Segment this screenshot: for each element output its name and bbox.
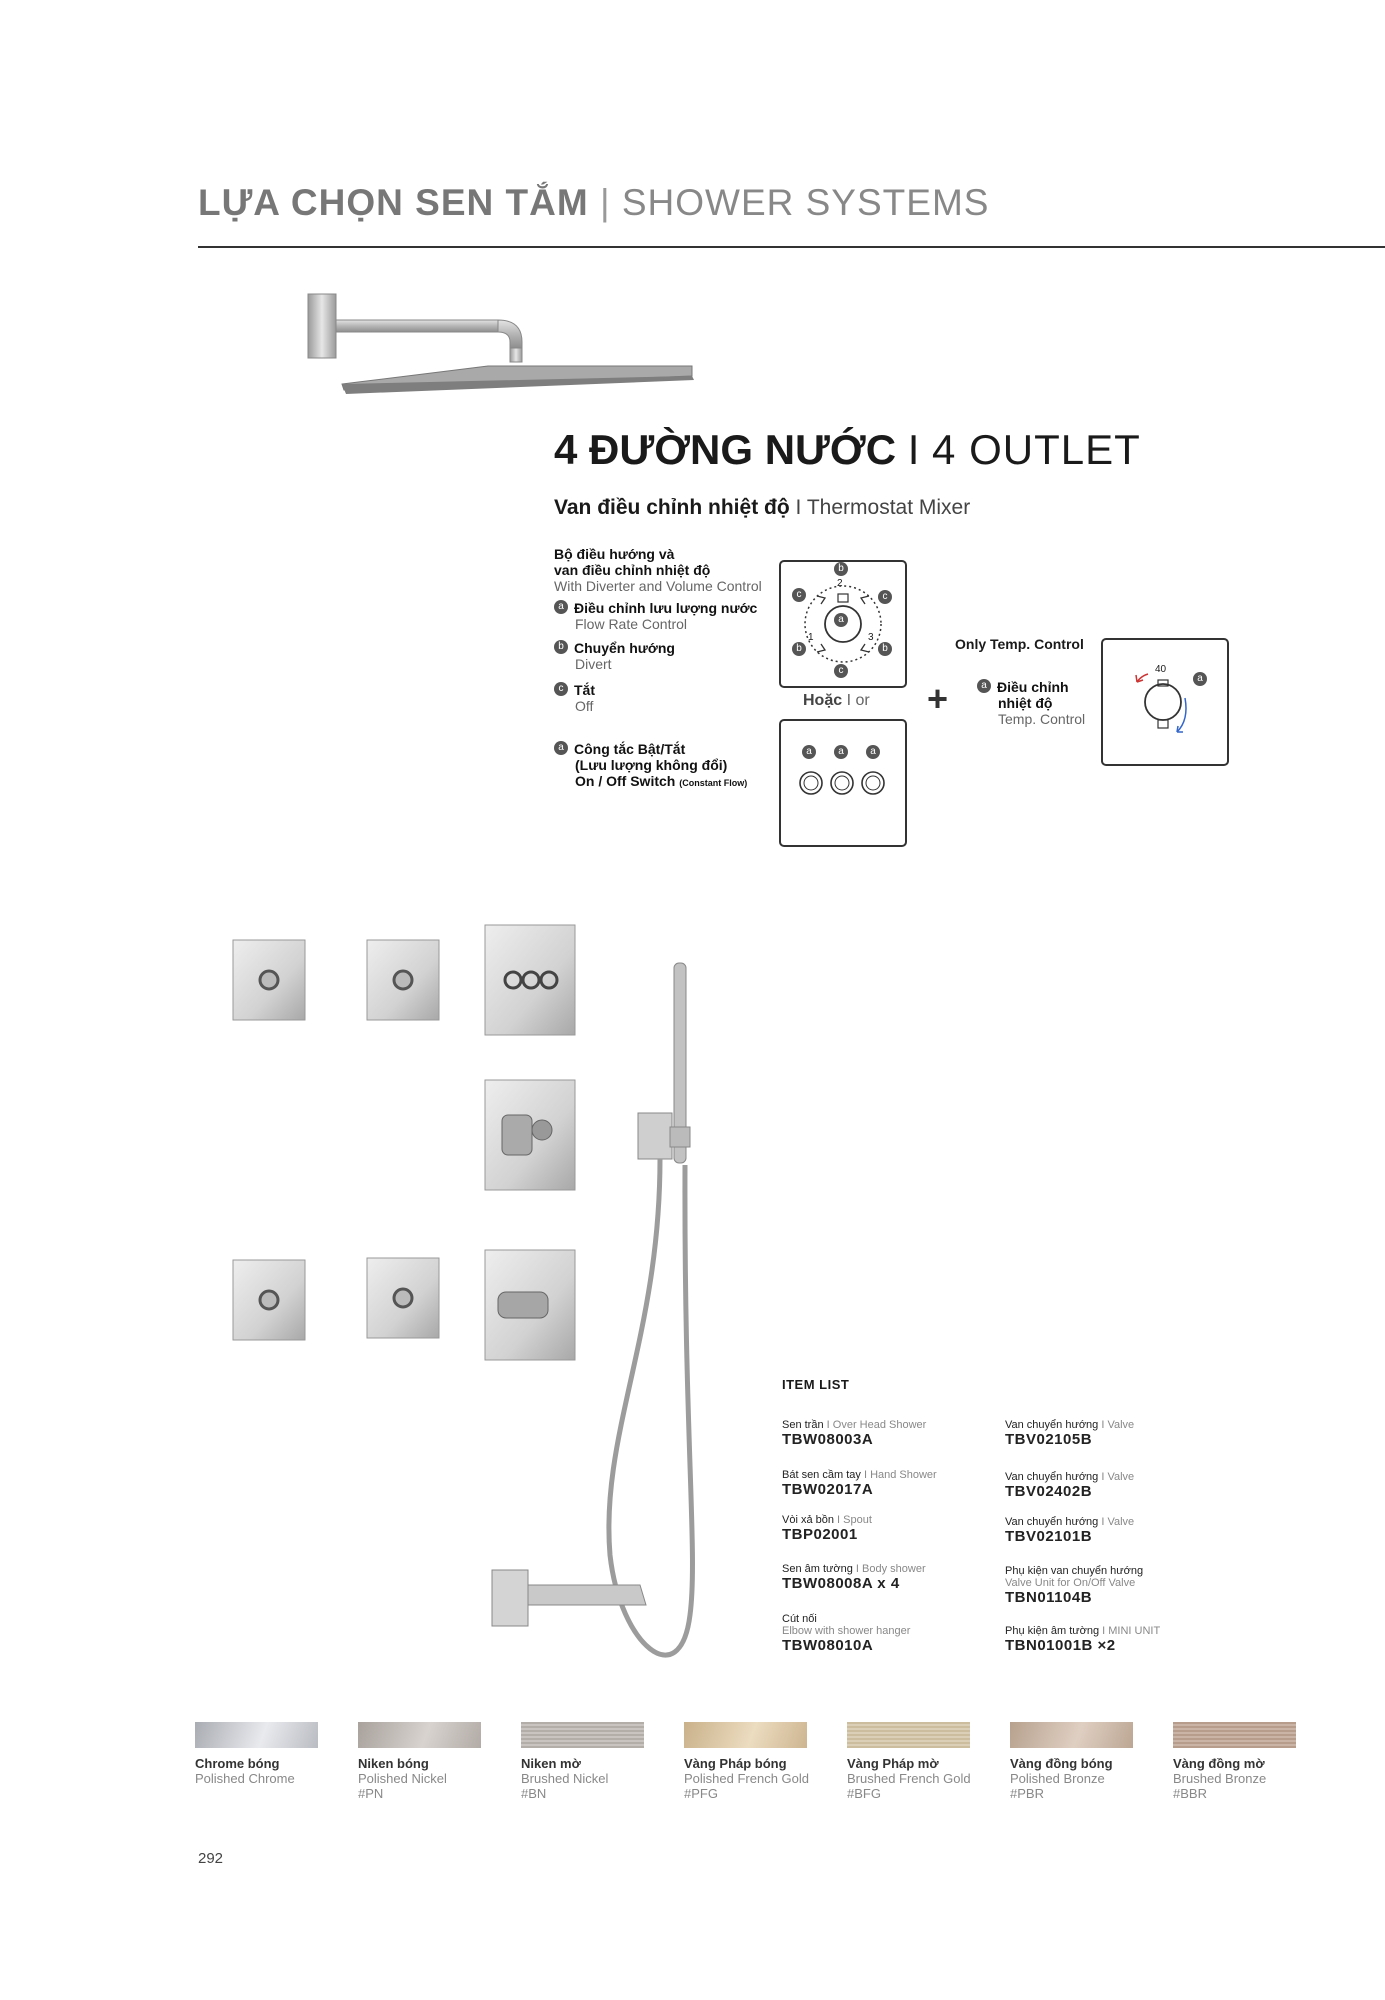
header-divider (198, 246, 1385, 248)
item-code: TBW02017A (782, 1481, 874, 1498)
item-label: Cút nối (782, 1613, 817, 1625)
finish-code: #BFG (847, 1786, 881, 1801)
finish-name-en: Brushed French Gold (847, 1771, 971, 1786)
temp-control-legend (977, 679, 1085, 727)
plus-icon: + (927, 678, 949, 719)
dial-number-3: 3 (868, 632, 874, 643)
item-valve-unit (1005, 1565, 1143, 1606)
dial-badge-a-center: a (834, 613, 848, 627)
dial-badge-c-right: c (878, 590, 892, 604)
finish-french-gold-brushed (847, 1722, 971, 1801)
legend-item-flow (554, 600, 757, 632)
temp-vn-2: nhiệt độ (998, 695, 1053, 711)
finish-chrome-polished (195, 1722, 318, 1786)
legend-badge: c (554, 682, 568, 696)
finish-code: #PFG (684, 1786, 718, 1801)
legend-badge: a (554, 600, 568, 614)
finish-name-en: Brushed Nickel (521, 1771, 609, 1786)
item-mini-unit (1005, 1625, 1160, 1654)
item-valve-1 (1005, 1419, 1134, 1448)
legend-item-vn: Chuyển hướng (574, 640, 675, 656)
page-title (198, 182, 989, 224)
finish-code: #PBR (1010, 1786, 1044, 1801)
temp-badge: a (977, 679, 991, 693)
outlet-title-en: 4 OUTLET (932, 426, 1141, 473)
switch-badge-3: a (866, 745, 880, 759)
finish-swatch (684, 1722, 807, 1748)
item-code: TBN01001B ×2 (1005, 1637, 1116, 1654)
legend-intro (554, 546, 762, 594)
dial-badge-b-top: b (834, 562, 848, 576)
on-off-switch-diagram (781, 721, 905, 845)
legend-item-en: Off (575, 698, 594, 714)
legend-badge: b (554, 640, 568, 654)
finish-swatch (847, 1722, 970, 1748)
temp-knob-diagram (1103, 640, 1227, 764)
item-body-shower (782, 1563, 926, 1592)
item-label: Phụ kiện van chuyển hướng (1005, 1565, 1144, 1577)
item-code: TBW08010A (782, 1637, 874, 1654)
item-label: Vòi xả bồn I Spout (782, 1514, 872, 1526)
mixer-title-en: Thermostat Mixer (806, 496, 971, 519)
temp-control-title: Only Temp. Control (955, 636, 1084, 652)
temp-control-panel (1101, 638, 1229, 766)
item-valve-2 (1005, 1471, 1134, 1500)
mixer-title-separator: I (795, 496, 802, 519)
finish-name: Vàng Pháp mờ (847, 1756, 939, 1771)
item-label: Sen âm tường I Body shower (782, 1563, 926, 1575)
finish-name-en: Polished French Gold (684, 1771, 810, 1786)
outlet-title-vn: 4 ĐƯỜNG NƯỚC (554, 426, 897, 473)
item-code: TBW08008A x 4 (782, 1575, 900, 1592)
dial-badge-b-right: b (878, 642, 892, 656)
finish-swatch (1010, 1722, 1133, 1748)
item-list-title: ITEM LIST (782, 1377, 850, 1392)
page-title-separator: | (599, 182, 611, 223)
dial-badge-c-left: c (792, 588, 806, 602)
finish-bronze-polished (1010, 1722, 1133, 1801)
legend-switch-vn-2: (Lưu lượng không đổi) (575, 757, 728, 773)
item-spout (782, 1514, 872, 1543)
legend-switch-en: On / Off Switch (Constant Flow) (575, 773, 748, 789)
finish-swatch (358, 1722, 481, 1748)
finish-name: Chrome bóng (195, 1756, 280, 1771)
legend-switch-vn-1: Công tắc Bật/Tắt (574, 741, 686, 757)
legend-item-en: Divert (575, 656, 612, 672)
item-label: Bát sen cầm tay I Hand Shower (782, 1469, 937, 1481)
legend-intro-vn-1: Bộ điều hướng và (554, 546, 675, 562)
item-valve-3 (1005, 1516, 1134, 1545)
outlet-title-separator: I (907, 426, 921, 473)
item-code: TBN01104B (1005, 1589, 1093, 1606)
finish-french-gold-polished (684, 1722, 809, 1801)
page-title-en: SHOWER SYSTEMS (621, 182, 990, 223)
legend-item-vn: Điều chỉnh lưu lượng nước (574, 600, 758, 616)
legend-intro-vn-2: van điều chỉnh nhiệt độ (554, 562, 711, 578)
finish-code: #BBR (1173, 1786, 1207, 1801)
switch-badge-2: a (834, 745, 848, 759)
item-code: TBP02001 (782, 1526, 858, 1543)
mixer-title (554, 496, 970, 520)
item-label: Van chuyển hướng I Valve (1005, 1419, 1135, 1431)
item-hand-shower (782, 1469, 937, 1498)
legend-badge: a (554, 741, 568, 755)
finish-name: Niken bóng (358, 1756, 429, 1771)
mixer-title-vn: Van điều chỉnh nhiệt độ (554, 496, 790, 519)
finish-code: #BN (521, 1786, 547, 1801)
legend-intro-en: With Diverter and Volume Control (554, 578, 762, 594)
finish-name: Niken mờ (521, 1756, 581, 1771)
finish-name-en: Polished Chrome (195, 1771, 295, 1786)
finish-name: Vàng đồng bóng (1010, 1756, 1113, 1771)
temp-value: 40 (1155, 664, 1167, 675)
finish-nickel-brushed (521, 1722, 644, 1801)
outlet-title (554, 426, 1141, 474)
page-title-vn: LỰA CHỌN SEN TẮM (198, 182, 589, 223)
dial-badge-c-bottom: c (834, 664, 848, 678)
item-label: Van chuyển hướng I Valve (1005, 1471, 1135, 1483)
temp-vn-1: Điều chỉnh (997, 679, 1069, 695)
legend-item-divert (554, 640, 675, 672)
finish-name-en: Brushed Bronze (1173, 1771, 1267, 1786)
item-code: TBV02105B (1005, 1431, 1093, 1448)
item-label-en: Valve Unit for On/Off Valve (1005, 1577, 1136, 1589)
hand-shower-product-image (470, 955, 750, 1715)
item-code: TBV02402B (1005, 1483, 1093, 1500)
finish-code: #PN (358, 1786, 384, 1801)
item-label-en: Elbow with shower hanger (782, 1625, 911, 1637)
dial-badge-b-left: b (792, 642, 806, 656)
page-number: 292 (198, 1850, 224, 1867)
finish-name-en: Polished Bronze (1010, 1771, 1105, 1786)
finish-name: Vàng Pháp bóng (684, 1756, 787, 1771)
item-label: Van chuyển hướng I Valve (1005, 1516, 1135, 1528)
finish-bronze-brushed (1173, 1722, 1296, 1801)
finish-name: Vàng đồng mờ (1173, 1756, 1265, 1771)
on-off-switch-panel (779, 719, 907, 847)
overhead-shower-image (300, 280, 700, 400)
legend-item-switch (554, 741, 747, 791)
legend-item-vn: Tắt (574, 682, 595, 698)
temp-knob-badge: a (1193, 672, 1207, 686)
item-code: TBV02101B (1005, 1528, 1093, 1545)
item-label: Phụ kiện âm tường I MINI UNIT (1005, 1625, 1161, 1637)
dial-number-1: 1 (808, 632, 814, 643)
switch-badge-1: a (802, 745, 816, 759)
item-elbow (782, 1613, 910, 1654)
temp-en: Temp. Control (998, 711, 1086, 727)
dial-number-2: 2 (837, 578, 843, 589)
finish-swatch (1173, 1722, 1296, 1748)
finish-swatch (195, 1722, 318, 1748)
finish-name-en: Polished Nickel (358, 1771, 447, 1786)
legend-item-en: Flow Rate Control (575, 616, 688, 632)
finish-swatch (521, 1722, 644, 1748)
or-label: Hoặc I or (803, 692, 870, 709)
item-label: Sen trần I Over Head Shower (782, 1419, 927, 1431)
item-code: TBW08003A (782, 1431, 874, 1448)
legend-item-off (554, 682, 595, 714)
finish-nickel-polished (358, 1722, 481, 1801)
item-over-head-shower (782, 1419, 926, 1448)
